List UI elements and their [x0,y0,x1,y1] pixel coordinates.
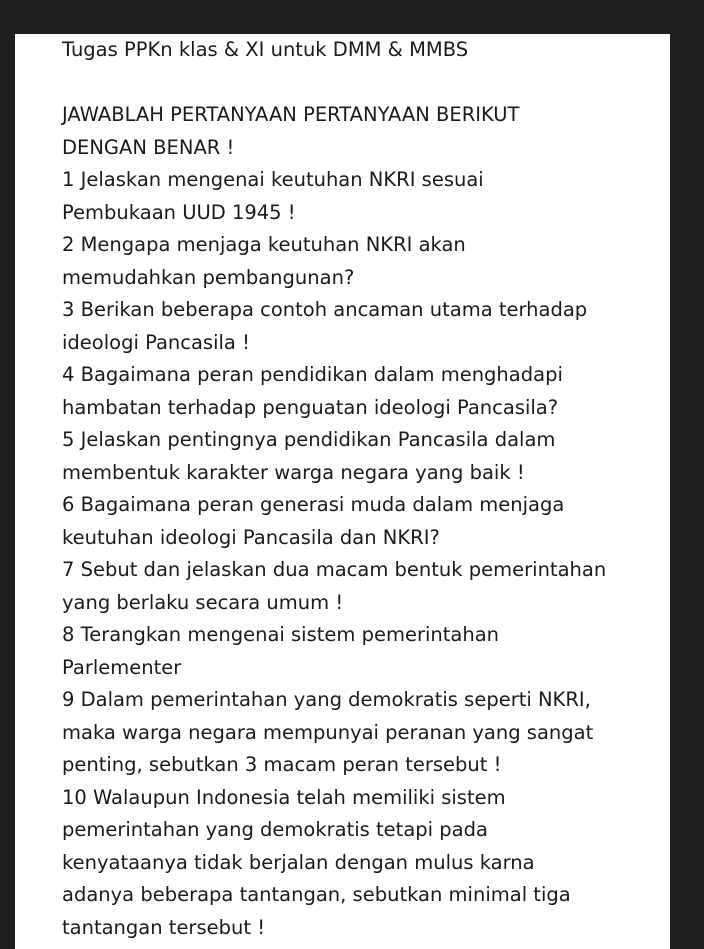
question-1 [62,164,652,229]
question-line: 8 Terangkan mengenai sistem pemerintahan [62,623,500,646]
question-line: 10 Walaupun Indonesia telah memiliki sistem [62,785,506,809]
question-line: 4 Bagaimana peran pendidikan dalam menghadapi [62,363,563,386]
question-line: 7 Sebut dan jelaskan dua macam bentuk pemerintahan [62,558,607,581]
question-line: keutuhan ideologi Pancasila dan NKRI? [62,525,440,549]
question-line: penting, sebutkan 3 macam peran tersebut ! [62,753,502,776]
question-line: Pembukaan UUD 1945 ! [62,200,296,224]
question-5 [62,424,652,489]
document-title: Tugas PPKn klas & XI untuk DMM & MMBS [62,38,469,61]
question-line: ideologi Pancasila ! [62,330,250,354]
question-line: membentuk karakter warga negara yang baik ! [62,460,525,484]
question-3 [62,294,652,359]
question-line: Parlementer [62,655,182,679]
question-9 [62,684,652,782]
instruction-line: DENGAN BENAR ! [62,135,235,159]
instruction-line: JAWABLAH PERTANYAAN PERTANYAAN BERIKUT [62,103,520,126]
question-line: hambatan terhadap penguatan ideologi Pancasila? [62,395,559,419]
question-4 [62,359,652,424]
question-line: kenyataanya tidak berjalan dengan mulus karna [62,850,535,874]
question-line: adanya beberapa tantangan, sebutkan minimal tiga [62,883,571,906]
document-page [15,34,670,949]
question-line: tantangan tersebut ! [62,915,266,939]
question-line: memudahkan pembangunan? [62,265,355,289]
question-line: yang berlaku secara umum ! [62,590,344,614]
question-line: 3 Berikan beberapa contoh ancaman utama terhadap [62,298,588,321]
document-text [62,34,652,944]
blank-line [62,67,652,100]
question-line: 5 Jelaskan pentingnya pendidikan Pancasila dalam [62,428,556,451]
question-line: 2 Mengapa menjaga keutuhan NKRI akan [62,233,466,256]
question-2 [62,229,652,294]
question-line: 6 Bagaimana peran generasi muda dalam menjaga [62,493,565,516]
question-6 [62,489,652,554]
question-10 [62,782,652,945]
question-7 [62,554,652,619]
question-line: 9 Dalam pemerintahan yang demokratis seperti NKRI, [62,688,591,711]
question-line: pemerintahan yang demokratis tetapi pada [62,818,488,841]
question-line: maka warga negara mempunyai peranan yang sangat [62,720,594,744]
question-8 [62,619,652,684]
question-line: 1 Jelaskan mengenai keutuhan NKRI sesuai [62,168,484,191]
